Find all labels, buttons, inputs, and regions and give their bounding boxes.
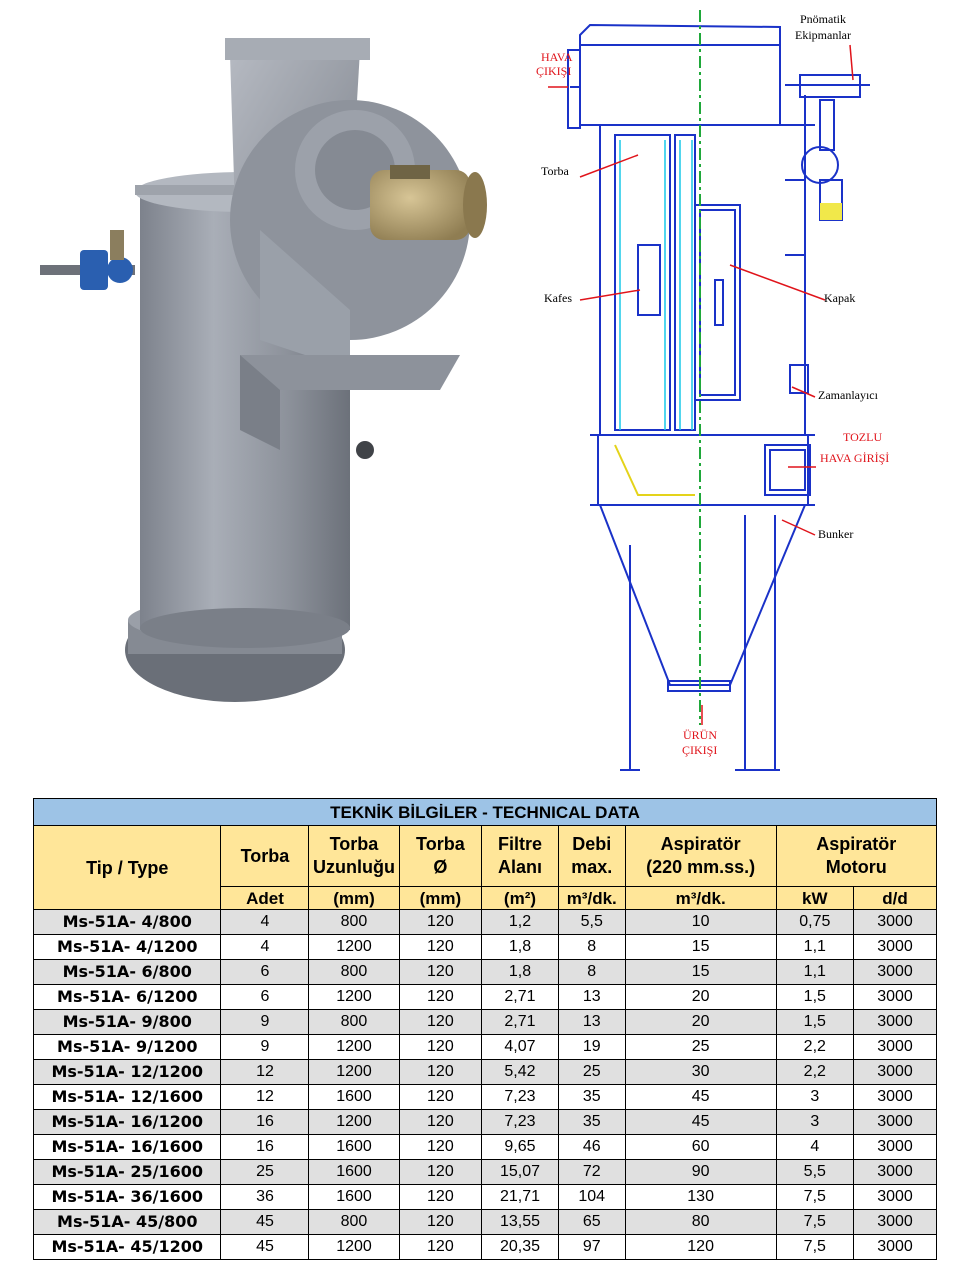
header-type: Tip / Type: [34, 826, 221, 910]
header-debi: Debi max.: [558, 826, 625, 887]
cell-motor-kw: 1,5: [776, 985, 854, 1010]
cell-torba-cap: 120: [399, 1085, 482, 1110]
table-row: [34, 1110, 937, 1135]
label-urun-cikisi: ÇIKIŞI: [682, 743, 718, 757]
cell-motor-dd: 3000: [854, 1185, 937, 1210]
cell-aspirator: 45: [625, 1085, 776, 1110]
cell-motor-dd: 3000: [854, 1135, 937, 1160]
cell-motor-kw: 2,2: [776, 1060, 854, 1085]
unit-mm-diameter: (mm): [399, 887, 482, 910]
cell-debi: 19: [558, 1035, 625, 1060]
cell-type: Ms-51A- 12/1600: [34, 1085, 221, 1110]
cell-motor-dd: 3000: [854, 1060, 937, 1085]
cell-torba-adet: 9: [221, 1035, 309, 1060]
label-torba: Torba: [541, 164, 569, 178]
cell-aspirator: 90: [625, 1160, 776, 1185]
cell-torba-adet: 45: [221, 1210, 309, 1235]
cell-debi: 25: [558, 1060, 625, 1085]
cell-torba-adet: 25: [221, 1160, 309, 1185]
cell-motor-kw: 3: [776, 1085, 854, 1110]
cell-torba-adet: 6: [221, 985, 309, 1010]
cell-torba-cap: 120: [399, 985, 482, 1010]
cell-filtre-alani: 4,07: [482, 1035, 558, 1060]
cell-debi: 8: [558, 935, 625, 960]
cell-torba-adet: 12: [221, 1060, 309, 1085]
cell-filtre-alani: 21,71: [482, 1185, 558, 1210]
cell-debi: 8: [558, 960, 625, 985]
cell-filtre-alani: 5,42: [482, 1060, 558, 1085]
cell-motor-kw: 0,75: [776, 910, 854, 935]
cell-aspirator: 60: [625, 1135, 776, 1160]
table-row: [34, 960, 937, 985]
table-body: [34, 910, 937, 1260]
cell-type: Ms-51A- 36/1600: [34, 1185, 221, 1210]
cell-debi: 72: [558, 1160, 625, 1185]
cell-type: Ms-51A- 16/1600: [34, 1135, 221, 1160]
table-row: [34, 1010, 937, 1035]
cell-type: Ms-51A- 9/1200: [34, 1035, 221, 1060]
cell-filtre-alani: 20,35: [482, 1235, 558, 1260]
cell-torba-cap: 120: [399, 1060, 482, 1085]
cell-filtre-alani: 13,55: [482, 1210, 558, 1235]
cell-torba-adet: 12: [221, 1085, 309, 1110]
label-tozlu: TOZLU: [843, 430, 883, 444]
cell-torba-uzunlugu: 800: [309, 910, 399, 935]
unit-dd: d/d: [854, 887, 937, 910]
cell-torba-uzunlugu: 800: [309, 960, 399, 985]
table-row: [34, 1160, 937, 1185]
cell-aspirator: 120: [625, 1235, 776, 1260]
cell-filtre-alani: 2,71: [482, 985, 558, 1010]
cell-debi: 35: [558, 1110, 625, 1135]
cell-type: Ms-51A- 4/800: [34, 910, 221, 935]
cell-type: Ms-51A- 4/1200: [34, 935, 221, 960]
cell-debi: 46: [558, 1135, 625, 1160]
label-kapak: Kapak: [824, 291, 856, 305]
cell-motor-kw: 7,5: [776, 1210, 854, 1235]
label-cikisi: ÇIKIŞI: [536, 64, 572, 78]
cell-torba-uzunlugu: 1200: [309, 935, 399, 960]
unit-kw: kW: [776, 887, 854, 910]
cell-torba-uzunlugu: 1200: [309, 985, 399, 1010]
cell-torba-cap: 120: [399, 1185, 482, 1210]
cell-filtre-alani: 1,2: [482, 910, 558, 935]
cell-motor-kw: 7,5: [776, 1235, 854, 1260]
cell-debi: 97: [558, 1235, 625, 1260]
cell-torba-adet: 9: [221, 1010, 309, 1035]
unit-adet: Adet: [221, 887, 309, 910]
cell-torba-cap: 120: [399, 1235, 482, 1260]
cell-debi: 13: [558, 985, 625, 1010]
cell-aspirator: 80: [625, 1210, 776, 1235]
cell-aspirator: 20: [625, 1010, 776, 1035]
table-row: [34, 935, 937, 960]
cell-debi: 13: [558, 1010, 625, 1035]
cell-torba-uzunlugu: 1200: [309, 1235, 399, 1260]
cell-debi: 104: [558, 1185, 625, 1210]
cell-type: Ms-51A- 6/800: [34, 960, 221, 985]
cell-type: Ms-51A- 9/800: [34, 1010, 221, 1035]
header-torba-cap: Torba Ø: [399, 826, 482, 887]
cell-torba-cap: 120: [399, 935, 482, 960]
cell-motor-kw: 1,5: [776, 1010, 854, 1035]
cell-aspirator: 45: [625, 1110, 776, 1135]
header-filtre: Filtre Alanı: [482, 826, 558, 887]
technical-data-table: [33, 798, 937, 1260]
cell-debi: 65: [558, 1210, 625, 1235]
table-title: TEKNİK BİLGİLER - TECHNICAL DATA: [34, 799, 937, 826]
cell-motor-dd: 3000: [854, 960, 937, 985]
cell-motor-dd: 3000: [854, 1085, 937, 1110]
cell-filtre-alani: 1,8: [482, 935, 558, 960]
cell-motor-dd: 3000: [854, 910, 937, 935]
cell-torba-uzunlugu: 1200: [309, 1035, 399, 1060]
cell-torba-uzunlugu: 1200: [309, 1060, 399, 1085]
cell-torba-adet: 45: [221, 1235, 309, 1260]
cell-filtre-alani: 1,8: [482, 960, 558, 985]
cell-motor-kw: 2,2: [776, 1035, 854, 1060]
label-urun: ÜRÜN: [683, 728, 718, 742]
cell-motor-dd: 3000: [854, 1010, 937, 1035]
cell-motor-kw: 5,5: [776, 1160, 854, 1185]
cell-type: Ms-51A- 12/1200: [34, 1060, 221, 1085]
header-aspirator: Aspiratör (220 mm.ss.): [625, 826, 776, 887]
cell-torba-adet: 16: [221, 1135, 309, 1160]
cell-filtre-alani: 7,23: [482, 1085, 558, 1110]
label-kafes: Kafes: [544, 291, 572, 305]
cell-torba-cap: 120: [399, 1160, 482, 1185]
cell-torba-uzunlugu: 1600: [309, 1085, 399, 1110]
table-row: [34, 1060, 937, 1085]
cell-aspirator: 30: [625, 1060, 776, 1085]
cell-torba-adet: 6: [221, 960, 309, 985]
cell-motor-dd: 3000: [854, 1160, 937, 1185]
table-row: [34, 1210, 937, 1235]
cell-torba-adet: 16: [221, 1110, 309, 1135]
label-zamanlayici: Zamanlayıcı: [818, 388, 878, 402]
cell-motor-dd: 3000: [854, 1035, 937, 1060]
cell-aspirator: 15: [625, 935, 776, 960]
cell-filtre-alani: 9,65: [482, 1135, 558, 1160]
unit-m2: (m²): [482, 887, 558, 910]
cell-torba-cap: 120: [399, 1010, 482, 1035]
label-hava: HAVA: [541, 50, 573, 64]
cell-debi: 5,5: [558, 910, 625, 935]
cell-aspirator: 15: [625, 960, 776, 985]
header-motor: Aspiratör Motoru: [776, 826, 936, 887]
cell-motor-dd: 3000: [854, 935, 937, 960]
table-row: [34, 985, 937, 1010]
cell-motor-kw: 3: [776, 1110, 854, 1135]
dust-collector-photo: [20, 10, 500, 710]
cell-torba-cap: 120: [399, 1035, 482, 1060]
cell-type: Ms-51A- 16/1200: [34, 1110, 221, 1135]
cell-torba-adet: 4: [221, 935, 309, 960]
label-ekipmanlar: Ekipmanlar: [795, 28, 851, 42]
cell-filtre-alani: 7,23: [482, 1110, 558, 1135]
cell-aspirator: 10: [625, 910, 776, 935]
cell-motor-kw: 1,1: [776, 935, 854, 960]
cell-torba-cap: 120: [399, 1210, 482, 1235]
table-row: [34, 1135, 937, 1160]
unit-mm-length: (mm): [309, 887, 399, 910]
cell-motor-dd: 3000: [854, 1235, 937, 1260]
cell-torba-uzunlugu: 800: [309, 1010, 399, 1035]
cell-torba-uzunlugu: 1600: [309, 1135, 399, 1160]
cell-torba-uzunlugu: 1600: [309, 1185, 399, 1210]
cell-motor-dd: 3000: [854, 1110, 937, 1135]
table-row: [34, 1035, 937, 1060]
cell-aspirator: 130: [625, 1185, 776, 1210]
cell-motor-kw: 1,1: [776, 960, 854, 985]
technical-diagram: [520, 5, 960, 775]
cell-motor-kw: 7,5: [776, 1185, 854, 1210]
cell-motor-dd: 3000: [854, 1210, 937, 1235]
header-torba: Torba: [221, 826, 309, 887]
cell-torba-uzunlugu: 1600: [309, 1160, 399, 1185]
label-pnomatik: Pnömatik: [800, 12, 847, 26]
cell-torba-adet: 36: [221, 1185, 309, 1210]
table-row: [34, 1085, 937, 1110]
cell-type: Ms-51A- 45/1200: [34, 1235, 221, 1260]
unit-debi: m³/dk.: [558, 887, 625, 910]
cell-filtre-alani: 2,71: [482, 1010, 558, 1035]
cell-torba-cap: 120: [399, 1110, 482, 1135]
cell-aspirator: 20: [625, 985, 776, 1010]
label-hava-girisi: HAVA GİRİŞİ: [820, 451, 890, 465]
cell-torba-adet: 4: [221, 910, 309, 935]
unit-aspirator: m³/dk.: [625, 887, 776, 910]
cell-torba-cap: 120: [399, 1135, 482, 1160]
cell-torba-uzunlugu: 800: [309, 1210, 399, 1235]
cell-motor-dd: 3000: [854, 985, 937, 1010]
cell-type: Ms-51A- 6/1200: [34, 985, 221, 1010]
cell-torba-uzunlugu: 1200: [309, 1110, 399, 1135]
cell-type: Ms-51A- 25/1600: [34, 1160, 221, 1185]
header-torba-uzunlugu: Torba Uzunluğu: [309, 826, 399, 887]
cell-torba-cap: 120: [399, 960, 482, 985]
table-row: [34, 1235, 937, 1260]
cell-aspirator: 25: [625, 1035, 776, 1060]
cell-filtre-alani: 15,07: [482, 1160, 558, 1185]
label-bunker: Bunker: [818, 527, 854, 541]
cell-debi: 35: [558, 1085, 625, 1110]
table-row: [34, 910, 937, 935]
cell-type: Ms-51A- 45/800: [34, 1210, 221, 1235]
cell-torba-cap: 120: [399, 910, 482, 935]
table-row: [34, 1185, 937, 1210]
cell-motor-kw: 4: [776, 1135, 854, 1160]
